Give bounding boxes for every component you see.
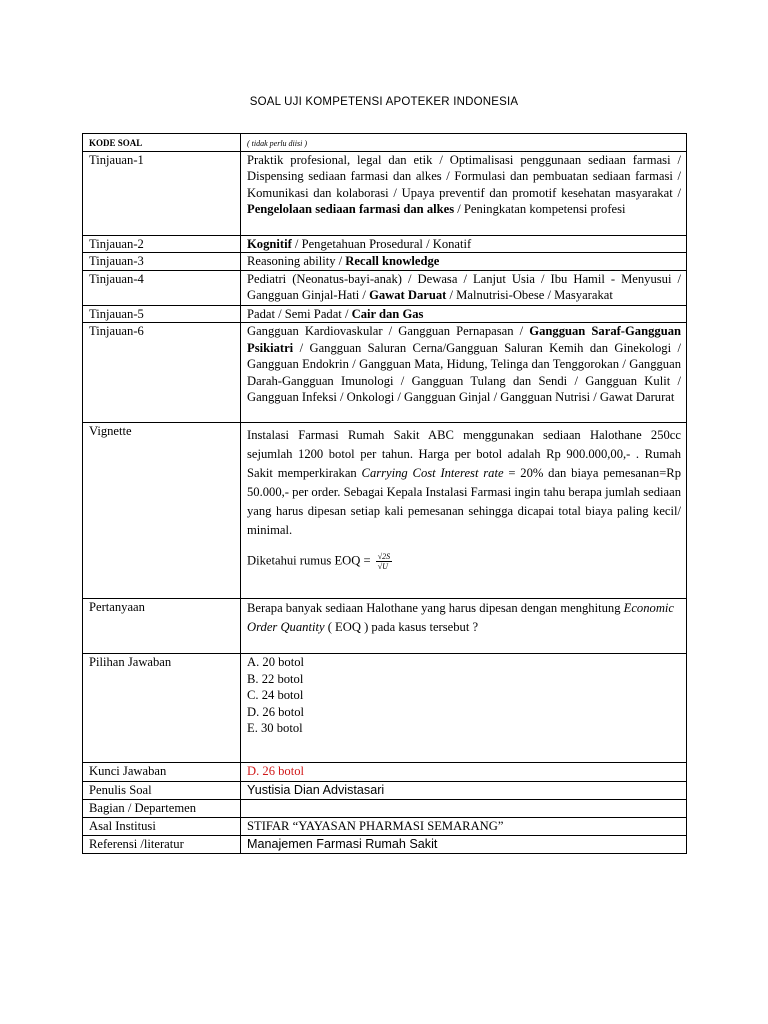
tinjauan-3-bold: Recall knowledge <box>345 254 440 268</box>
row-tinjauan-3 <box>83 253 687 271</box>
row-tinjauan-5 <box>83 305 687 323</box>
tinjauan-4-text-a: Pediatri (Neonatus-bayi-anak) / Dewasa / Lanjut Usia / Ibu Hamil - Menyusui / Gangguan Ginjal-Hati / <box>247 271 681 302</box>
tinjauan-1-text-a: Praktik profesional, legal dan etik / Optimalisasi penggunaan sediaan farmasi / Dispensing sediaan farmasi dan alkes / Formulasi dan pembuatan sediaan farmasi / Komunikasi dan kolaborasi / Upaya preventif dan promotif kesehatan masyarakat / <box>247 152 681 200</box>
vignette-text-a: Instalasi Farmasi Rumah Sakit ABC menggunakan sediaan Halothane 250cc sejumlah 1200 botol per tahun. Harga per botol adalah Rp 900.000,00,- . Rumah Sakit memperkirakan <box>247 428 681 480</box>
pertanyaan-italic: Economic Order Quantity <box>247 601 674 634</box>
tinjauan-6-bold: Gangguan Saraf-Gangguan Psikiatri <box>247 324 681 355</box>
row-tinjauan-4 <box>83 270 687 305</box>
row-tinjauan-1 <box>83 151 687 235</box>
label-tinjauan-4: Tinjauan-4 <box>83 270 241 305</box>
label-referensi: Referensi /literatur <box>83 836 241 854</box>
tinjauan-1-bold: Pengelolaan sediaan farmasi dan alkes <box>247 202 455 216</box>
value-penulis-soal: Yustisia Dian Advistasari <box>241 782 687 800</box>
row-tinjauan-2 <box>83 235 687 253</box>
value-tinjauan-4 <box>241 270 687 305</box>
label-tinjauan-6: Tinjauan-6 <box>83 323 241 423</box>
tinjauan-6-text-a: Gangguan Kardiovaskular / Gangguan Pernapasan / <box>247 324 530 338</box>
row-pilihan-jawaban <box>83 654 687 763</box>
row-tinjauan-6 <box>83 323 687 423</box>
value-pertanyaan <box>241 599 687 654</box>
value-tinjauan-1 <box>241 151 687 235</box>
value-kode-soal <box>241 134 687 152</box>
label-tinjauan-2: Tinjauan-2 <box>83 235 241 253</box>
vignette-italic: Carrying Cost Interest rate <box>361 466 504 480</box>
value-tinjauan-5 <box>241 305 687 323</box>
kode-soal-label: KODE SOAL <box>89 138 143 148</box>
row-referensi <box>83 836 687 854</box>
tinjauan-2-bold: Kognitif <box>247 236 292 251</box>
option-c: C. 24 botol <box>247 688 304 702</box>
vignette-text-b: = 20% dan biaya pemesanan=Rp 50.000,- per order. Sebagai Kepala Instalasi Farmasi ingin tahu berapa jumlah sediaan yang harus dipesan setiap kali pemesanan sehingga dicapai total biaya paling kecil/ minimal. <box>247 466 681 537</box>
eoq-formula-denominator: √U <box>377 562 388 571</box>
option-a: A. 20 botol <box>247 655 305 669</box>
value-tinjauan-6 <box>241 323 687 423</box>
label-pilihan-jawaban: Pilihan Jawaban <box>83 654 241 763</box>
value-bagian-departemen <box>241 800 687 818</box>
label-penulis-soal: Penulis Soal <box>83 782 241 800</box>
row-kode-soal <box>83 134 687 152</box>
row-pertanyaan <box>83 599 687 654</box>
option-b: B. 22 botol <box>247 671 304 686</box>
label-kunci-jawaban: Kunci Jawaban <box>83 763 241 782</box>
value-pilihan-jawaban <box>241 654 687 763</box>
pertanyaan-text-b: ( EOQ ) pada kasus tersebut ? <box>324 620 479 634</box>
label-asal-institusi: Asal Institusi <box>83 818 241 836</box>
eoq-formula-numerator: √2S <box>377 552 391 561</box>
row-kunci-jawaban <box>83 763 687 782</box>
eoq-formula <box>376 552 392 571</box>
page-title: SOAL UJI KOMPETENSI APOTEKER INDONESIA <box>249 96 519 108</box>
value-referensi: Manajemen Farmasi Rumah Sakit <box>241 836 687 854</box>
question-table <box>82 133 687 854</box>
label-pertanyaan: Pertanyaan <box>83 599 241 654</box>
value-vignette <box>241 423 687 599</box>
row-vignette <box>83 423 687 599</box>
tinjauan-2-text: / Pengetahuan Prosedural / Konatif <box>291 236 472 251</box>
label-vignette: Vignette <box>83 423 241 599</box>
option-d: D. 26 botol <box>247 704 305 719</box>
tinjauan-4-bold: Gawat Daruat <box>369 288 447 302</box>
kode-soal-value: ( tidak perlu diisi ) <box>247 139 307 148</box>
label-tinjauan-1: Tinjauan-1 <box>83 151 241 235</box>
pertanyaan-text-a: Berapa banyak sediaan Halothane yang harus dipesan dengan menghitung <box>247 601 624 615</box>
value-asal-institusi: STIFAR “YAYASAN PHARMASI SEMARANG” <box>241 818 687 836</box>
vignette-text <box>247 426 681 540</box>
row-bagian-departemen <box>83 800 687 818</box>
option-e: E. 30 botol <box>247 721 303 735</box>
label-tinjauan-5: Tinjauan-5 <box>83 305 241 323</box>
eoq-formula-label: Diketahui rumus EOQ = <box>247 553 374 568</box>
tinjauan-3-text: Reasoning ability / <box>247 254 346 268</box>
value-tinjauan-2 <box>241 235 687 253</box>
value-tinjauan-3 <box>241 253 687 271</box>
tinjauan-5-bold: Cair dan Gas <box>351 306 424 321</box>
label-bagian-departemen: Bagian / Departemen <box>83 800 241 818</box>
eoq-formula-line <box>247 552 681 571</box>
label-kode-soal <box>83 134 241 152</box>
tinjauan-1-text-b: / Peningkatan kompetensi profesi <box>454 202 626 216</box>
value-kunci-jawaban: D. 26 botol <box>241 763 687 782</box>
tinjauan-4-text-b: / Malnutrisi-Obese / Masyarakat <box>446 288 613 302</box>
tinjauan-5-text: Padat / Semi Padat / <box>247 306 352 321</box>
tinjauan-6-text-b: / Gangguan Saluran Cerna/Gangguan Saluran Kemih dan Ginekologi / Gangguan Endokrin / Gangguan Mata, Hidung, Telinga dan Tenggorokan / Gangguan Darah-Gangguan Imunologi / Gangguan Tulang dan Sendi / Gangguan Kulit / Gangguan Infeksi / Onkologi / Gangguan Ginjal / Gangguan Nutrisi / Gawat Darurat <box>247 340 681 404</box>
label-tinjauan-3: Tinjauan-3 <box>83 253 241 271</box>
row-penulis-soal <box>83 782 687 800</box>
row-asal-institusi <box>83 818 687 836</box>
